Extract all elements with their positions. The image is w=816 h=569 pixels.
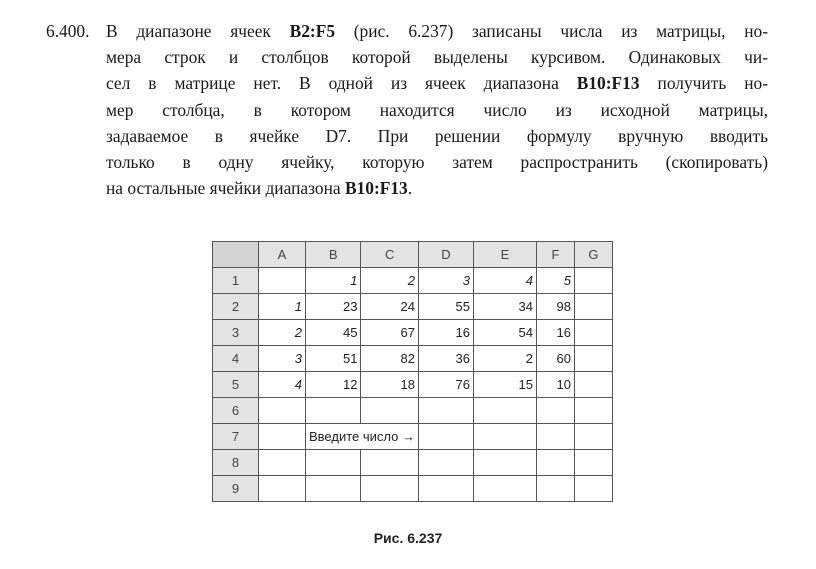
cell-f8	[536, 450, 574, 476]
row-header-2: 2	[213, 294, 259, 320]
cell-f1: 5	[536, 268, 574, 294]
column-header-d: D	[418, 242, 473, 268]
spreadsheet-row	[213, 372, 613, 398]
cell-a6	[259, 398, 306, 424]
cell-c9	[361, 476, 419, 502]
cell-g9	[574, 476, 612, 502]
row-header-7: 7	[213, 424, 259, 450]
cell-g1	[574, 268, 612, 294]
cell-c8	[361, 450, 419, 476]
column-header-b: B	[306, 242, 361, 268]
corner-cell	[213, 242, 259, 268]
row-header-5: 5	[213, 372, 259, 398]
row-header-4: 4	[213, 346, 259, 372]
column-header-a: A	[259, 242, 306, 268]
cell-d8	[418, 450, 473, 476]
cell-c1: 2	[361, 268, 419, 294]
cell-g2	[574, 294, 612, 320]
cell-c2: 24	[361, 294, 419, 320]
cell-f9	[536, 476, 574, 502]
column-header-row	[213, 242, 613, 268]
cell-b8	[306, 450, 361, 476]
cell-f7	[536, 424, 574, 450]
cell-a1	[259, 268, 306, 294]
cell-f2: 98	[536, 294, 574, 320]
cell-c4: 82	[361, 346, 419, 372]
cell-a8	[259, 450, 306, 476]
cell-b3: 45	[306, 320, 361, 346]
cell-b1: 1	[306, 268, 361, 294]
cell-g7	[574, 424, 612, 450]
cell-e3: 54	[473, 320, 536, 346]
cell-e8	[473, 450, 536, 476]
row-header-9: 9	[213, 476, 259, 502]
problem-line-5: задаваемое в ячейке D7. При решении формулу вручную вводить	[106, 125, 768, 146]
column-header-g: G	[574, 242, 612, 268]
problem-line-6: только в одну ячейку, которую затем распространить (скопировать)	[106, 152, 768, 173]
cell-a4: 3	[259, 346, 306, 372]
cell-e2: 34	[473, 294, 536, 320]
cell-e1: 4	[473, 268, 536, 294]
problem-line-4: мер столбца, в котором находится число из исходной матрицы,	[106, 99, 768, 120]
cell-c5: 18	[361, 372, 419, 398]
cell-e4: 2	[473, 346, 536, 372]
cell-f3: 16	[536, 320, 574, 346]
spreadsheet-row	[213, 398, 613, 424]
problem-line-7: на остальные ячейки диапазона B10:F13.	[106, 178, 413, 199]
cell-g3	[574, 320, 612, 346]
cell-e6	[473, 398, 536, 424]
column-header-f: F	[536, 242, 574, 268]
cell-a5: 4	[259, 372, 306, 398]
cell-a3: 2	[259, 320, 306, 346]
row-header-6: 6	[213, 398, 259, 424]
cell-c3: 67	[361, 320, 419, 346]
cell-d7	[418, 424, 473, 450]
spreadsheet-row	[213, 268, 613, 294]
spreadsheet-row	[213, 294, 613, 320]
spreadsheet-row	[213, 450, 613, 476]
cell-b2: 23	[306, 294, 361, 320]
column-header-e: E	[473, 242, 536, 268]
row-header-8: 8	[213, 450, 259, 476]
spreadsheet-figure	[212, 241, 613, 502]
cell-e5: 15	[473, 372, 536, 398]
cell-d4: 36	[418, 346, 473, 372]
row-header-1: 1	[213, 268, 259, 294]
spreadsheet-row	[213, 476, 613, 502]
figure-caption: Рис. 6.237	[373, 530, 443, 546]
problem-text	[46, 18, 768, 201]
cell-b4: 51	[306, 346, 361, 372]
cell-b5: 12	[306, 372, 361, 398]
prompt-cell-b7: Введите число →	[306, 424, 419, 450]
cell-d2: 55	[418, 294, 473, 320]
spreadsheet-row	[213, 346, 613, 372]
cell-b9	[306, 476, 361, 502]
cell-d5: 76	[418, 372, 473, 398]
problem-number: 6.400.	[46, 21, 90, 41]
spreadsheet-row	[213, 424, 613, 450]
cell-d6	[418, 398, 473, 424]
cell-e7	[473, 424, 536, 450]
cell-d9	[418, 476, 473, 502]
problem-line-2: мера строк и столбцов которой выделены курсивом. Одинаковых чи-	[106, 47, 768, 68]
cell-g5	[574, 372, 612, 398]
cell-e9	[473, 476, 536, 502]
cell-a7	[259, 424, 306, 450]
cell-a9	[259, 476, 306, 502]
cell-d3: 16	[418, 320, 473, 346]
column-header-c: C	[361, 242, 419, 268]
cell-f6	[536, 398, 574, 424]
cell-g4	[574, 346, 612, 372]
cell-f5: 10	[536, 372, 574, 398]
cell-f4: 60	[536, 346, 574, 372]
problem-line-3: сел в матрице нет. В одной из ячеек диапазона B10:F13 получить но-	[106, 73, 769, 94]
row-header-3: 3	[213, 320, 259, 346]
cell-a2: 1	[259, 294, 306, 320]
cell-g8	[574, 450, 612, 476]
problem-line-1: 6.400. В диапазоне ячеек B2:F5 (рис. 6.237) записаны числа из матрицы, но-	[46, 18, 768, 44]
cell-c6	[361, 398, 419, 424]
cell-b6	[306, 398, 361, 424]
cell-d1: 3	[418, 268, 473, 294]
spreadsheet-row	[213, 320, 613, 346]
cell-g6	[574, 398, 612, 424]
